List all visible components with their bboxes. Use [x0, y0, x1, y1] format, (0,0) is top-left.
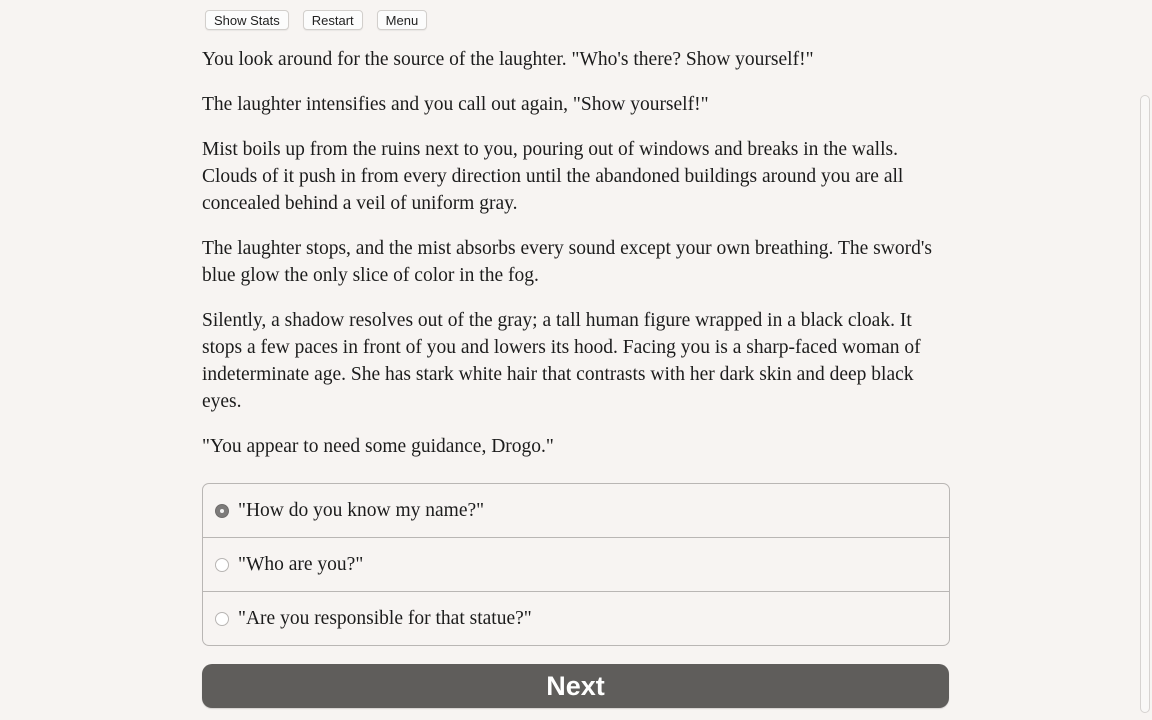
radio-selected-icon[interactable]: [215, 504, 229, 518]
radio-icon[interactable]: [215, 558, 229, 572]
show-stats-button[interactable]: Show Stats: [205, 10, 289, 30]
scrollbar[interactable]: [1140, 95, 1150, 713]
choice-list: [202, 483, 950, 646]
choice-label: "Who are you?": [238, 553, 364, 575]
restart-button[interactable]: Restart: [303, 10, 363, 30]
story-paragraph: You look around for the source of the laughter. "Who's there? Show yourself!": [202, 49, 814, 70]
story-paragraph: Silently, a shadow resolves out of the gray; a tall human figure wrapped in a black cloak. It stops a few paces in front of you and lowers its hood. Facing you is a sharp-faced woman of indeterminate age. She has stark white hair that contrasts with her dark skin and deep black eyes.: [202, 310, 921, 412]
story-paragraph: The laughter stops, and the mist absorbs every sound except your own breathing. The sword's blue glow the only slice of color in the fog.: [202, 238, 932, 286]
choice-label: "How do you know my name?": [238, 499, 485, 521]
story-paragraph: "You appear to need some guidance, Drogo.": [202, 436, 554, 457]
next-button[interactable]: Next: [202, 664, 949, 708]
story-text: [202, 46, 950, 478]
toolbar: [205, 10, 427, 30]
choice-option[interactable]: [203, 538, 949, 592]
choice-option[interactable]: [203, 592, 949, 645]
menu-button[interactable]: Menu: [377, 10, 428, 30]
choice-label: "Are you responsible for that statue?": [238, 607, 532, 629]
choice-option[interactable]: [203, 484, 949, 538]
radio-icon[interactable]: [215, 612, 229, 626]
story-paragraph: The laughter intensifies and you call out again, "Show yourself!": [202, 94, 709, 115]
story-paragraph: Mist boils up from the ruins next to you, pouring out of windows and breaks in the walls. Clouds of it push in from every direction until the abandoned buildings around you are all concealed behind a veil of uniform gray.: [202, 139, 904, 214]
